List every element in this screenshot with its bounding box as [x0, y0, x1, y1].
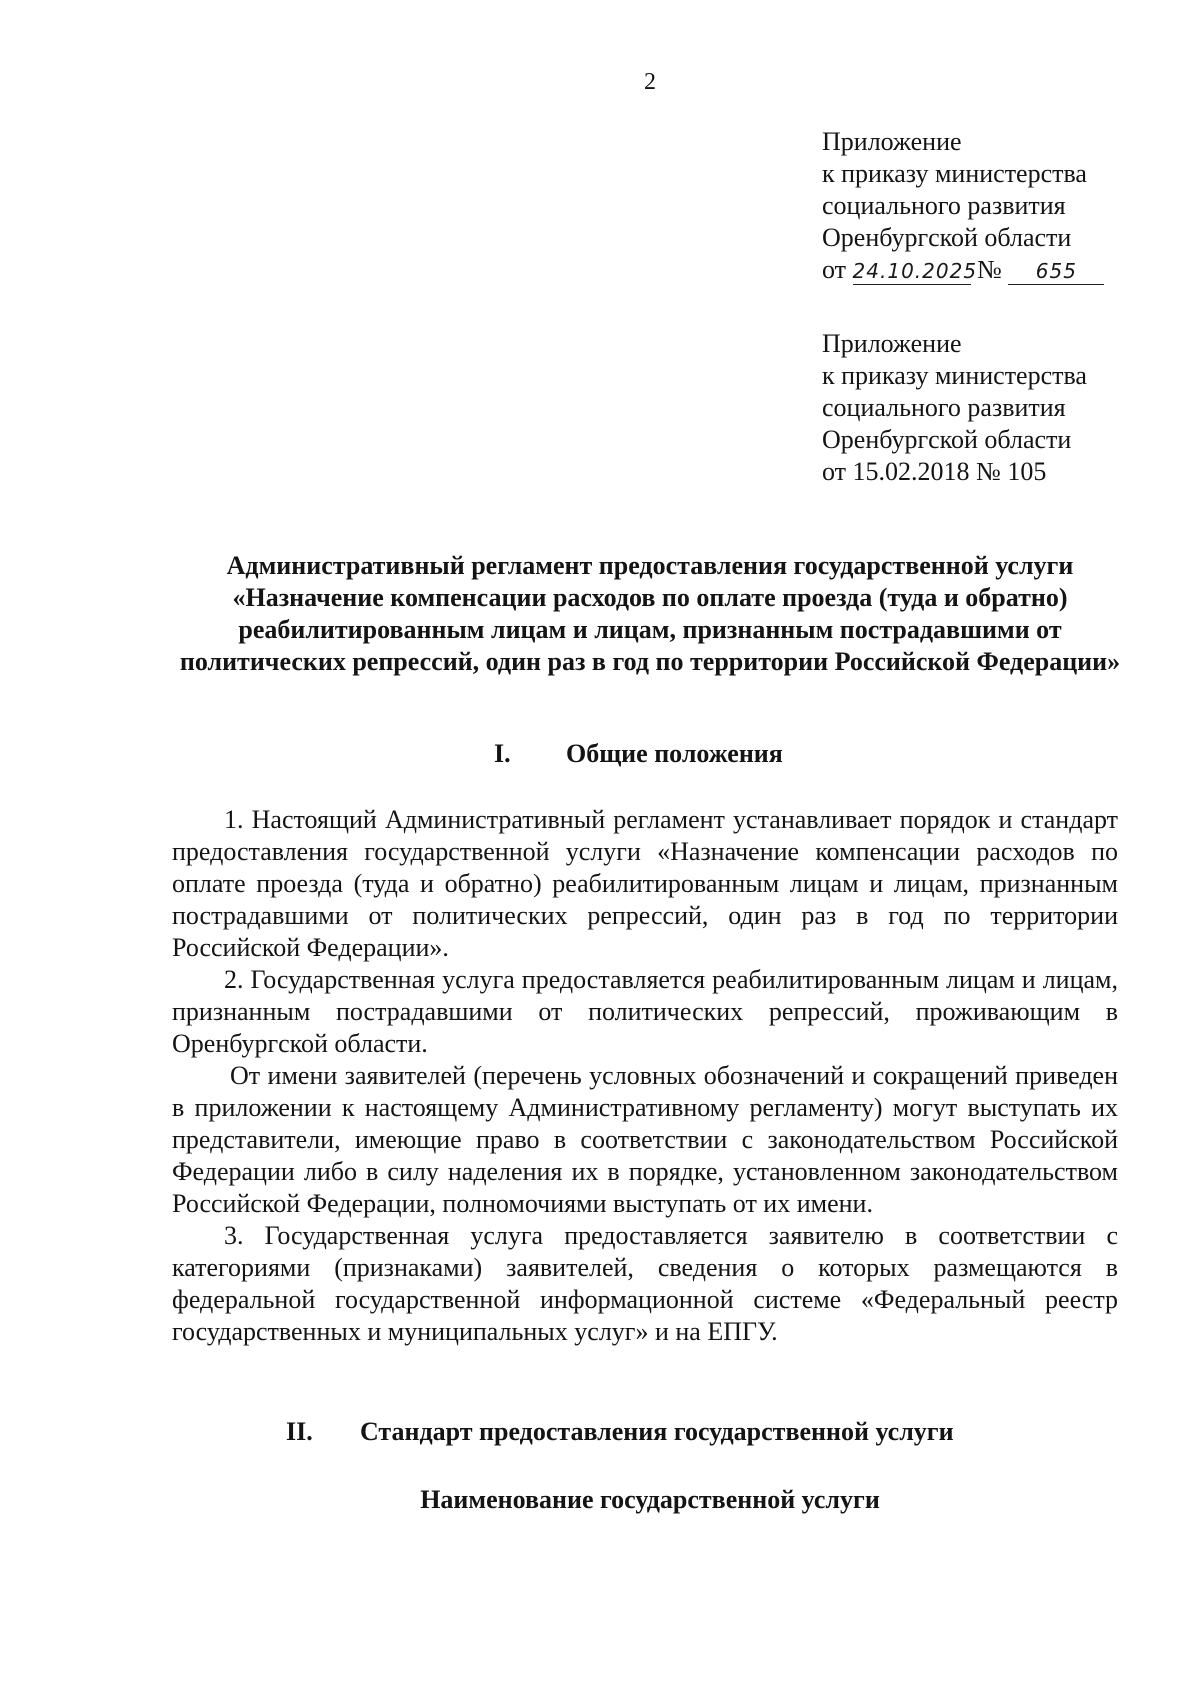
appendix-line: социального развития: [822, 393, 1066, 422]
handwritten-date: 24.10.2025: [852, 259, 978, 283]
handwritten-number-field: [1008, 257, 1104, 285]
appendix-line: от 15.02.2018 № 105: [822, 457, 1047, 486]
appendix-line: социального развития: [822, 191, 1066, 220]
appendix-current-order: [822, 126, 1182, 286]
section-heading-general: [494, 738, 783, 770]
body-text: [172, 804, 1118, 1348]
section-number: I.: [494, 739, 511, 768]
section-number: II.: [286, 1417, 313, 1446]
paragraph: 2. Государственная услуга предоставляется реабилитированным лицам и лицам, признанным пострадавшими от политических репрессий, проживающим в Оренбургской области.: [172, 965, 1118, 1058]
section-heading-standard: [286, 1416, 954, 1448]
paragraph: 1. Настоящий Административный регламент устанавливает порядок и стандарт предоставления государственной услуги «Назначение компенсации расходов по оплате проезда (туда и обратно) реабилитированным лицам и лицам, признанным пострадавшими от политических репрессий, один раз в год по территории Российской Федерации».: [172, 805, 1118, 962]
section-title: Общие положения: [566, 739, 783, 768]
page-number: 2: [644, 69, 656, 95]
appendix-line: Приложение: [822, 127, 962, 156]
subheading-service-name: Наименование государственной услуги: [420, 1485, 880, 1514]
appendix-date-line: [822, 254, 1182, 286]
appendix-line: Оренбургской области: [822, 223, 1072, 252]
appendix-previous-order: [822, 328, 1182, 488]
appendix-line: Приложение: [822, 329, 962, 358]
handwritten-date-field: [852, 257, 978, 285]
handwritten-number: 655: [1035, 259, 1077, 283]
appendix-line: к приказу министерства: [822, 159, 1087, 188]
paragraph: От имени заявителей (перечень условных обозначений и сокращений приведен в приложении к настоящему Административному регламенту) могут выступать их представители, имеющие право в соответствии с законодательством Российской Федерации либо в силу наделения их в порядке, установленном законодательством Российской Федерации, полномочиями выступать от их имени.: [172, 1061, 1118, 1218]
section-title: Стандарт предоставления государственной услуги: [360, 1417, 954, 1446]
appendix-line: к приказу министерства: [822, 361, 1087, 390]
paragraph: 3. Государственная услуга предоставляется заявителю в соответствии с категориями (признаками) заявителей, сведения о которых размещаются в федеральной государственной информационной системе «Федеральный реестр государственных и муниципальных услуг» и на ЕПГУ.: [172, 1221, 1118, 1346]
document-title: Административный регламент предоставления государственной услуги «Назначение компенсации расходов по оплате проезда (туда и обратно) реабилитированным лицам и лицам, признанным пострадавшими от политических репрессий, один раз в год по территории Российской Федерации»: [179, 551, 1121, 676]
date-prefix: от: [822, 255, 847, 284]
appendix-line: Оренбургской области: [822, 425, 1072, 454]
number-sign: №: [977, 255, 1002, 284]
